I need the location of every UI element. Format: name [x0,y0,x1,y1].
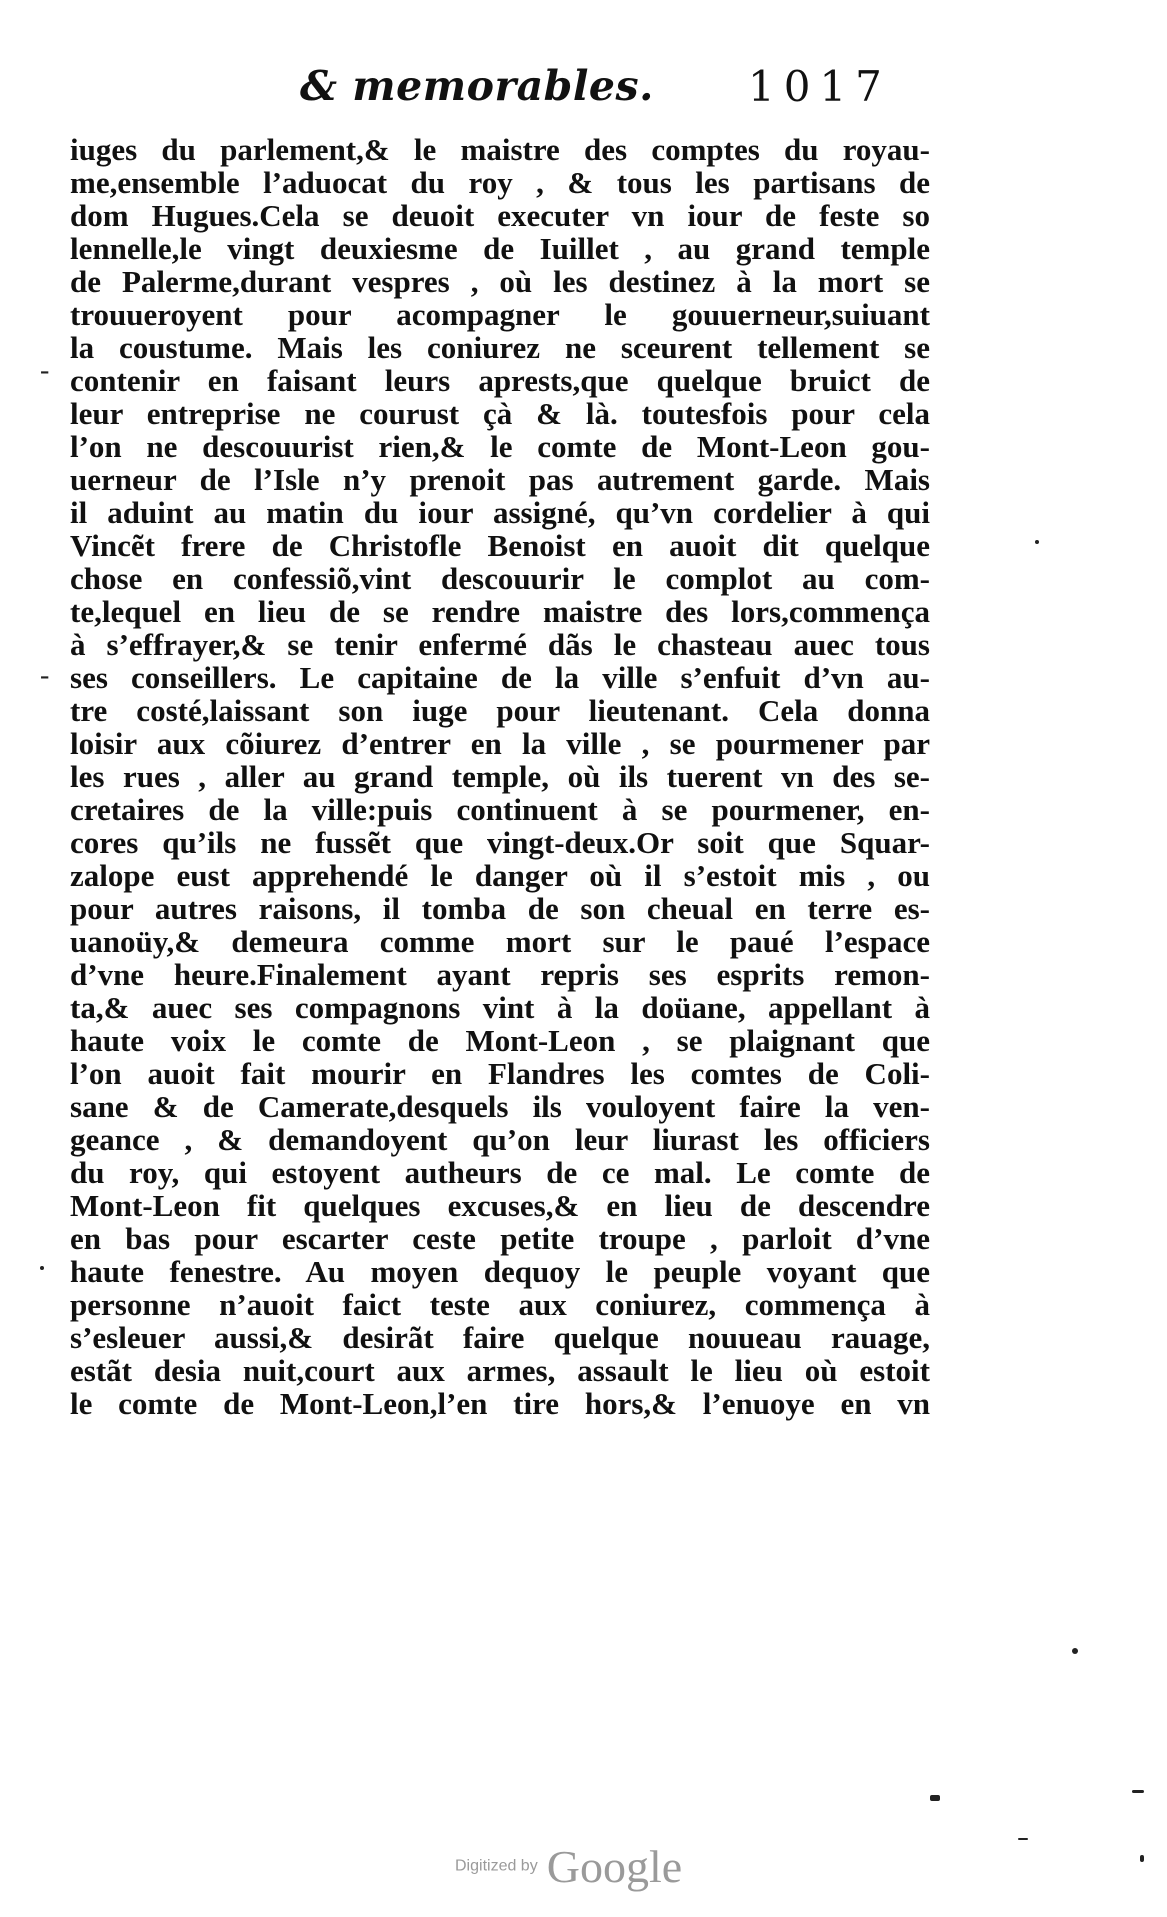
text-line: te,lequel en lieu de se rendre maistre des lors,commença [70,594,930,629]
scan-speck [40,1266,44,1270]
running-head [0,62,1167,122]
page-number: 1017 [748,62,891,111]
text-line: les rues , aller au grand temple, où ils tuerent vn des se- [70,759,930,794]
text-line: chose en confessiõ,vint descouurir le complot au com- [70,561,930,596]
text-line: l’on ne descouurist rien,& le comte de Mont-Leon gou- [70,429,930,464]
text-line: Vincẽt frere de Christofle Benoist en auoit dit quelque [70,528,930,563]
text-line: à s’effrayer,& se tenir enfermé dãs le chasteau auec tous [70,627,930,662]
text-line: trouueroyent pour acompagner le gouuerneur,suiuant [70,297,930,332]
watermark-prefix: Digitized by [455,1857,538,1875]
text-line: le comte de Mont-Leon,l’en tire hors,& l’enuoye en vn [70,1386,930,1421]
scan-speck [1132,1790,1144,1793]
text-line: uerneur de l’Isle n’y prenoit pas autrement garde. Mais [70,462,930,497]
text-line: de Palerme,durant vespres , où les destinez à la mort se [70,264,930,299]
scan-speck [930,1795,940,1801]
text-line: la coustume. Mais les coniurez ne sceurent tellement se [70,330,930,365]
text-line: il aduint au matin du iour assigné, qu’vn cordelier à qui [70,495,930,530]
text-line: personne n’auoit faict teste aux coniurez, commença à [70,1287,930,1322]
digitization-watermark [455,1840,682,1893]
margin-dash-mark: - [40,355,50,386]
text-line: loisir aux cõiurez d’entrer en la ville , se pourmener par [70,726,930,761]
text-line: geance , & demandoyent qu’on leur liurast les officiers [70,1122,930,1157]
text-line: lennelle,le vingt deuxiesme de Iuillet , au grand temple [70,231,930,266]
text-line: du roy, qui estoyent autheurs de ce mal. Le comte de [70,1155,930,1190]
watermark-brand: Google [546,1841,683,1892]
text-line: en bas pour escarter ceste petite troupe , parloit d’vne [70,1221,930,1256]
text-line: ses conseillers. Le capitaine de la ville s’enfuit d’vn au- [70,660,930,695]
text-line: cretaires de la ville:puis continuent à se pourmener, en- [70,792,930,827]
text-line: estãt desia nuit,court aux armes, assault le lieu où estoit [70,1353,930,1388]
text-line: d’vne heure.Finalement ayant repris ses esprits remon- [70,957,930,992]
scan-speck [1140,1855,1144,1862]
scan-speck [1035,540,1039,544]
text-line: dom Hugues.Cela se deuoit executer vn iour de feste so [70,198,930,233]
text-line: leur entreprise ne courust çà & là. toutesfois pour cela [70,396,930,431]
text-line: uanoüy,& demeura comme mort sur le paué l’espace [70,924,930,959]
text-line: pour autres raisons, il tomba de son cheual en terre es- [70,891,930,926]
running-title: & memorables. [300,62,654,110]
text-line: haute voix le comte de Mont-Leon , se plaignant que [70,1023,930,1058]
text-line: s’esleuer aussi,& desirãt faire quelque nouueau rauage, [70,1320,930,1355]
text-line: cores qu’ils ne fussẽt que vingt-deux.Or soit que Squar- [70,825,930,860]
text-line: zalope eust apprehendé le danger où il s’estoit mis , ou [70,858,930,893]
text-line: ta,& auec ses compagnons vint à la doüane, appellant à [70,990,930,1025]
scan-speck [1072,1648,1078,1654]
scan-speck [1018,1838,1028,1840]
text-line: sane & de Camerate,desquels ils vouloyent faire la ven- [70,1089,930,1124]
text-line: Mont-Leon fit quelques excuses,& en lieu de descendre [70,1188,930,1223]
margin-dash-mark: - [40,660,50,691]
text-line: iuges du parlement,& le maistre des comptes du royau- [70,132,930,167]
text-line: contenir en faisant leurs aprests,que quelque bruict de [70,363,930,398]
text-line: me,ensemble l’aduocat du roy , & tous les partisans de [70,165,930,200]
text-line: haute fenestre. Au moyen dequoy le peuple voyant que [70,1254,930,1289]
text-line: tre costé,laissant son iuge pour lieutenant. Cela donna [70,693,930,728]
text-line: l’on auoit fait mourir en Flandres les comtes de Coli- [70,1056,930,1091]
